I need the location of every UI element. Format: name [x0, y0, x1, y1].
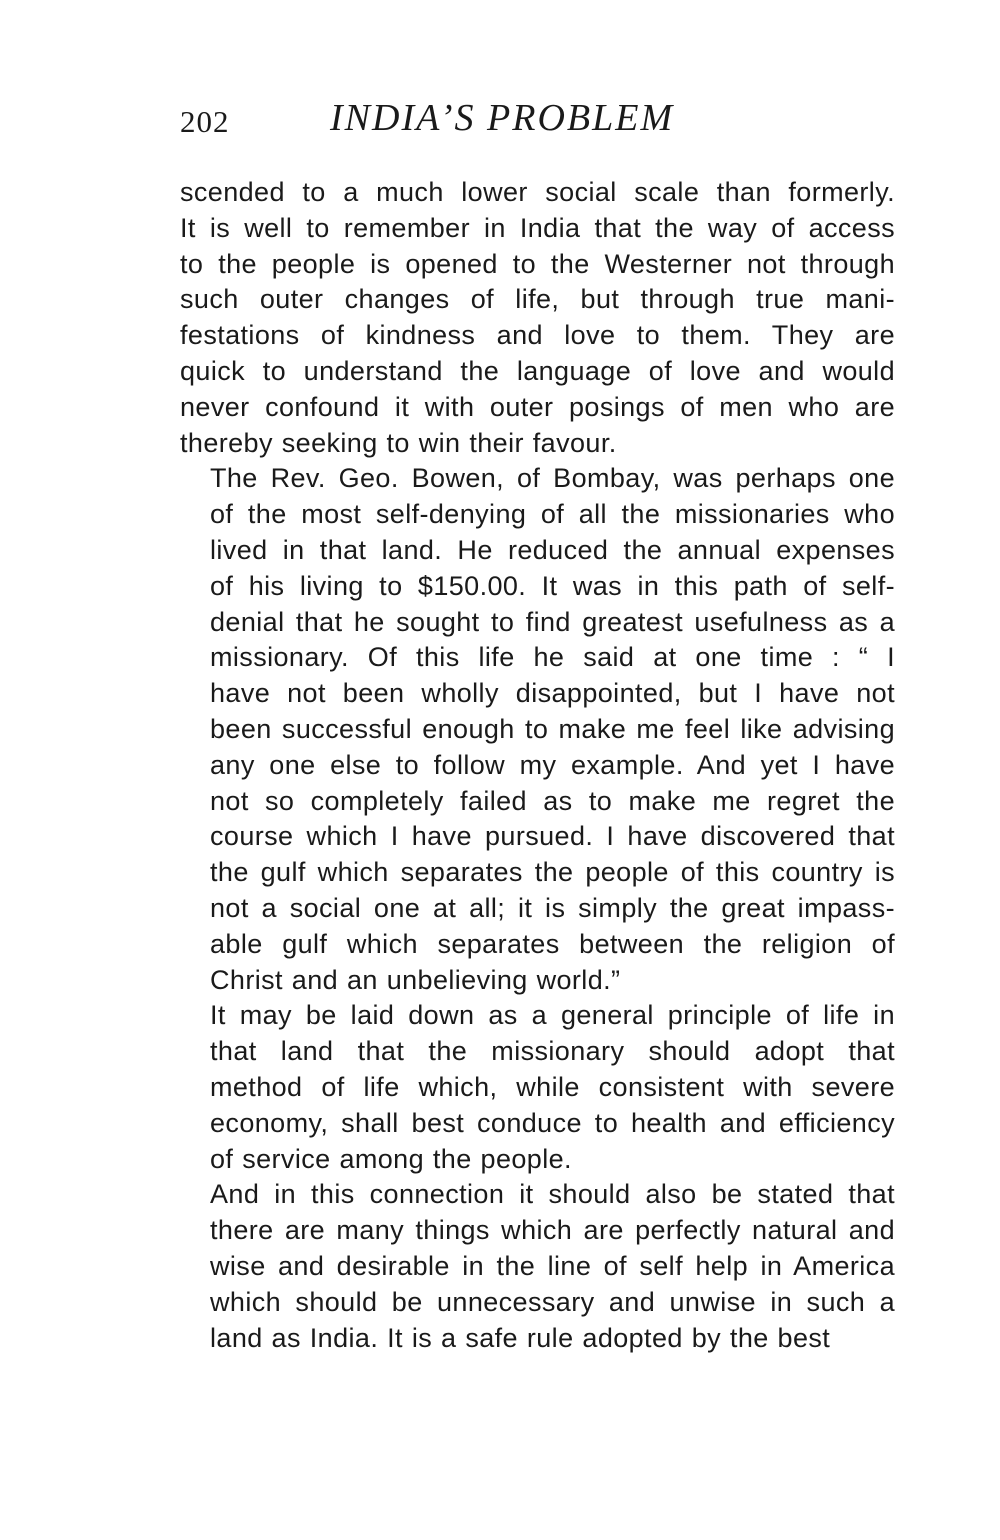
text-line: The Rev. Geo. Bowen, of Bombay, was perhaps one — [210, 463, 895, 494]
text-line: able gulf which separates between the religion of — [210, 928, 895, 959]
text-line: of the most self-denying of all the missionaries who — [210, 499, 895, 530]
paragraph — [180, 175, 895, 461]
text-line: lived in that land. He reduced the annual expenses — [210, 534, 895, 565]
text-line: festations of kindness and love to them. They are — [180, 320, 895, 351]
text-line: economy, shall best conduce to health and efficiency — [210, 1107, 895, 1138]
text-line: It may be laid down as a general principle of life in — [210, 1000, 895, 1031]
text-line: course which I have pursued. I have discovered that — [210, 821, 895, 852]
text-line: not a social one at all; it is simply the great impass- — [210, 892, 895, 923]
text-line: thereby seeking to win their favour. — [180, 427, 617, 458]
text-line: Christ and an unbelieving world.” — [210, 964, 621, 995]
text-line: such outer changes of life, but through true mani- — [180, 284, 895, 315]
text-line: to the people is opened to the Westerner not through — [180, 248, 895, 279]
text-line: method of life which, while consistent with severe — [210, 1071, 895, 1102]
text-line: quick to understand the language of love and would — [180, 355, 895, 386]
text-line: been successful enough to make me feel like advising — [210, 713, 895, 744]
text-line: wise and desirable in the line of self help in America — [210, 1250, 895, 1281]
body-text — [180, 175, 895, 1356]
text-line: land as India. It is a safe rule adopted by the best — [210, 1322, 831, 1353]
text-line: never confound it with outer posings of men who are — [180, 391, 895, 422]
text-line: It is well to remember in India that the way of access — [180, 212, 895, 243]
text-line: which should be unnecessary and unwise in such a — [210, 1286, 895, 1317]
text-line: of his living to $150.00. It was in this path of self- — [210, 570, 895, 601]
page-number: 202 — [180, 104, 230, 139]
text-line: any one else to follow my example. And yet I have — [210, 749, 895, 780]
text-line: the gulf which separates the people of this country is — [210, 857, 895, 888]
text-line: there are many things which are perfectly natural and — [210, 1215, 895, 1246]
text-line: that land that the missionary should adopt that — [210, 1036, 895, 1067]
text-line: And in this connection it should also be stated that — [210, 1179, 895, 1210]
running-title: INDIA’S PROBLEM — [330, 97, 675, 139]
text-line: have not been wholly disappointed, but I have not — [210, 678, 895, 709]
text-line: scended to a much lower social scale than formerly. — [180, 177, 895, 207]
paragraph — [180, 1177, 895, 1356]
paragraph — [180, 461, 895, 998]
text-line: of service among the people. — [210, 1143, 572, 1174]
text-line: not so completely failed as to make me regret the — [210, 785, 895, 816]
text-line: missionary. Of this life he said at one time : “ I — [210, 642, 895, 673]
text-line: denial that he sought to find greatest usefulness as a — [210, 606, 895, 637]
paragraph — [180, 998, 895, 1177]
page-header — [180, 96, 895, 146]
